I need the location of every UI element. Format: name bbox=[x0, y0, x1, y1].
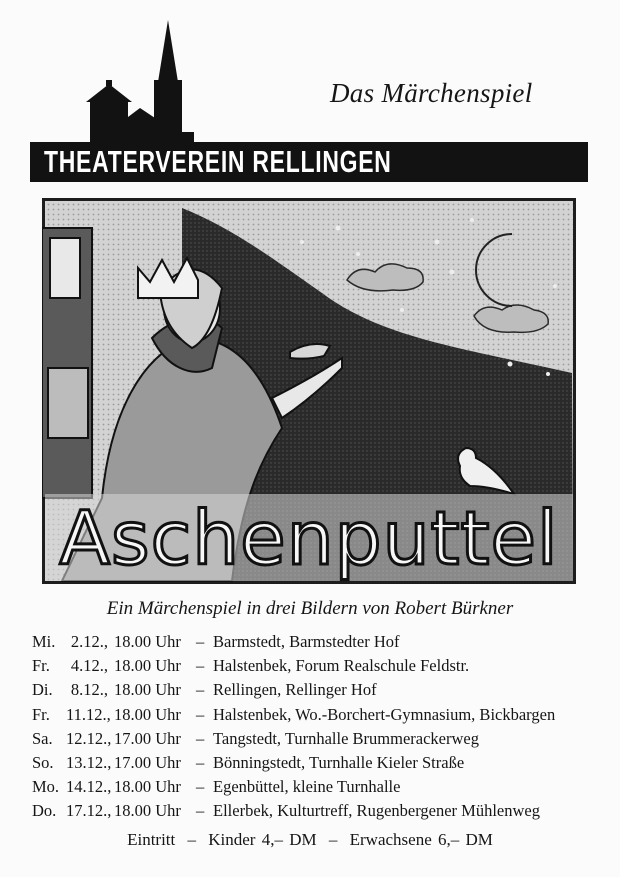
schedule-day: Di. bbox=[32, 680, 53, 700]
schedule-date: 11.12., bbox=[66, 704, 111, 724]
schedule-day: Fr. bbox=[32, 704, 50, 724]
event-subtitle: Das Märchenspiel bbox=[330, 78, 533, 108]
schedule-time: 17.00 Uhr bbox=[114, 752, 181, 772]
organization-banner bbox=[30, 142, 588, 182]
schedule-row bbox=[32, 777, 612, 801]
schedule-date: 2.12., bbox=[70, 632, 108, 651]
schedule-venue: Rellingen, Rellinger Hof bbox=[213, 680, 377, 700]
schedule-day: So. bbox=[32, 752, 54, 772]
schedule-time: 18.00 Uhr bbox=[114, 632, 181, 651]
children-price: Kinder 4,– DM bbox=[208, 830, 317, 849]
schedule-separator: – bbox=[196, 752, 205, 772]
schedule-time: 18.00 Uhr bbox=[114, 680, 181, 700]
schedule-date: 4.12., bbox=[70, 656, 108, 676]
schedule-day: Mi. bbox=[32, 632, 56, 651]
schedule-day: Do. bbox=[32, 801, 57, 821]
schedule-time: 17.00 Uhr bbox=[114, 728, 181, 748]
play-tagline: Ein Märchenspiel in drei Bildern von Robert Bürkner bbox=[106, 598, 514, 619]
performance-schedule bbox=[32, 632, 612, 826]
church-tower-logo-icon bbox=[30, 20, 210, 144]
schedule-separator: – bbox=[196, 680, 205, 700]
schedule-row bbox=[32, 729, 612, 753]
schedule-day: Sa. bbox=[32, 728, 53, 748]
schedule-time: 18.00 Uhr bbox=[114, 704, 181, 724]
schedule-venue: Egenbüttel, kleine Turnhalle bbox=[213, 777, 401, 797]
schedule-time: 18.00 Uhr bbox=[114, 801, 181, 821]
schedule-separator: – bbox=[196, 704, 205, 724]
admission-label: Eintritt bbox=[127, 830, 176, 849]
schedule-date: 13.12., bbox=[66, 752, 112, 772]
schedule-row bbox=[32, 801, 612, 825]
poster-illustration bbox=[42, 198, 576, 584]
schedule-day: Mo. bbox=[32, 777, 60, 797]
price-separator: – bbox=[187, 830, 197, 849]
price-separator: – bbox=[328, 830, 338, 849]
schedule-date: 8.12., bbox=[70, 680, 108, 700]
tower-icon bbox=[42, 228, 92, 498]
poster-title-art: Aschenputtel bbox=[59, 496, 559, 582]
schedule-row bbox=[32, 656, 612, 680]
organization-name: THEATERVEREIN RELLINGEN bbox=[44, 144, 392, 179]
schedule-row bbox=[32, 680, 612, 704]
admission-prices bbox=[0, 830, 620, 850]
schedule-date: 14.12., bbox=[66, 777, 112, 797]
adults-price: Erwachsene 6,– DM bbox=[349, 830, 493, 849]
schedule-date: 12.12., bbox=[66, 728, 112, 748]
schedule-venue: Halstenbek, Wo.-Borchert-Gymnasium, Bickbargen bbox=[213, 704, 556, 724]
schedule-venue: Halstenbek, Forum Realschule Feldstr. bbox=[213, 656, 470, 676]
schedule-separator: – bbox=[196, 801, 205, 821]
schedule-venue: Tangstedt, Turnhalle Brummerackerweg bbox=[213, 728, 479, 748]
schedule-separator: – bbox=[196, 656, 205, 676]
schedule-row bbox=[32, 753, 612, 777]
schedule-time: 18.00 Uhr bbox=[114, 656, 181, 676]
schedule-venue: Ellerbek, Kulturtreff, Rugenbergener Mühlenweg bbox=[213, 801, 540, 821]
schedule-separator: – bbox=[196, 777, 205, 797]
schedule-separator: – bbox=[196, 632, 205, 651]
schedule-date: 17.12., bbox=[66, 801, 112, 821]
schedule-time: 18.00 Uhr bbox=[114, 777, 181, 797]
schedule-separator: – bbox=[196, 728, 205, 748]
schedule-venue: Bönningstedt, Turnhalle Kieler Straße bbox=[213, 752, 465, 772]
schedule-row bbox=[32, 705, 612, 729]
schedule-day: Fr. bbox=[32, 656, 50, 676]
schedule-row bbox=[32, 632, 612, 656]
schedule-venue: Barmstedt, Barmstedter Hof bbox=[213, 632, 400, 651]
